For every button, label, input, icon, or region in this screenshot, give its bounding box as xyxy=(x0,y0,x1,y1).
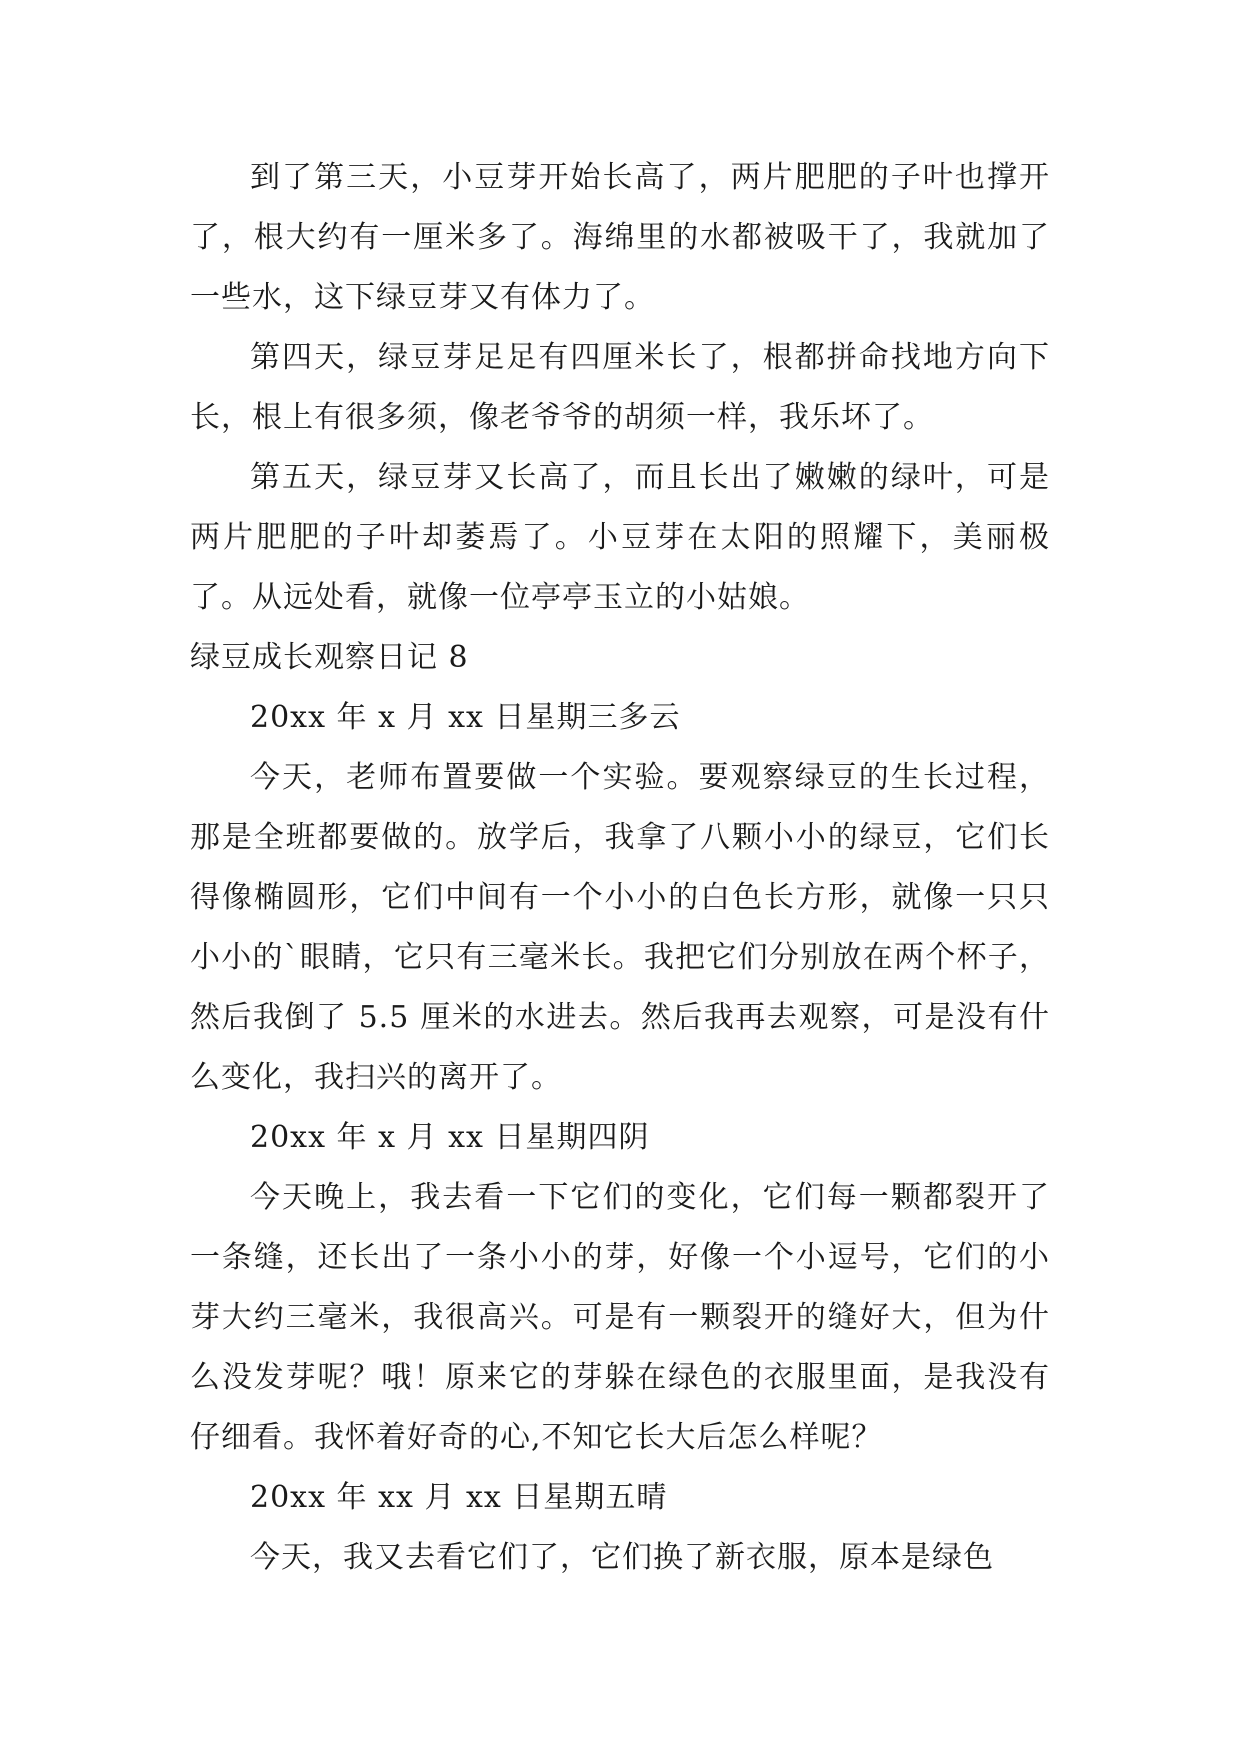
diary-date-wednesday: 20xx 年 x 月 xx 日星期三多云 xyxy=(250,700,681,735)
document-body xyxy=(190,148,1050,1588)
paragraph-day-four: 第四天，绿豆芽足足有四厘米长了，根都拼命找地方向下长，根上有很多须，像老爷爷的胡须一样，我乐坏了。 xyxy=(190,340,1050,435)
paragraph-day-three: 到了第三天，小豆芽开始长高了，两片肥肥的子叶也撑开了，根大约有一厘米多了。海绵里的水都被吸干了，我就加了一些水，这下绿豆芽又有体力了。 xyxy=(190,160,1050,315)
paragraph-wednesday: 今天，老师布置要做一个实验。要观察绿豆的生长过程，那是全班都要做的。放学后，我拿了八颗小小的绿豆，它们长得像椭圆形，它们中间有一个小小的白色长方形，就像一只只小小的`眼睛，它只有三毫米长。我把它们分别放在两个杯子，然后我倒了 5.5 厘米的水进去。然后我再去观察，可是没有什么变化，我扫兴的离开了。 xyxy=(190,760,1050,1095)
diary-date-thursday: 20xx 年 x 月 xx 日星期四阴 xyxy=(250,1120,650,1155)
paragraph-thursday: 今天晚上，我去看一下它们的变化，它们每一颗都裂开了一条缝，还长出了一条小小的芽，好像一个小逗号，它们的小芽大约三毫米，我很高兴。可是有一颗裂开的缝好大，但为什么没发芽呢？哦！原来它的芽躲在绿色的衣服里面，是我没有仔细看。我怀着好奇的心,不知它长大后怎么样呢？ xyxy=(190,1180,1050,1455)
section-heading: 绿豆成长观察日记 8 xyxy=(190,640,469,675)
diary-date-friday: 20xx 年 xx 月 xx 日星期五晴 xyxy=(250,1480,668,1515)
paragraph-day-five: 第五天，绿豆芽又长高了，而且长出了嫩嫩的绿叶，可是两片肥肥的子叶却萎焉了。小豆芽在太阳的照耀下，美丽极了。从远处看，就像一位亭亭玉立的小姑娘。 xyxy=(190,460,1050,615)
paragraph-friday: 今天，我又去看它们了，它们换了新衣服，原本是绿色 xyxy=(250,1540,994,1575)
